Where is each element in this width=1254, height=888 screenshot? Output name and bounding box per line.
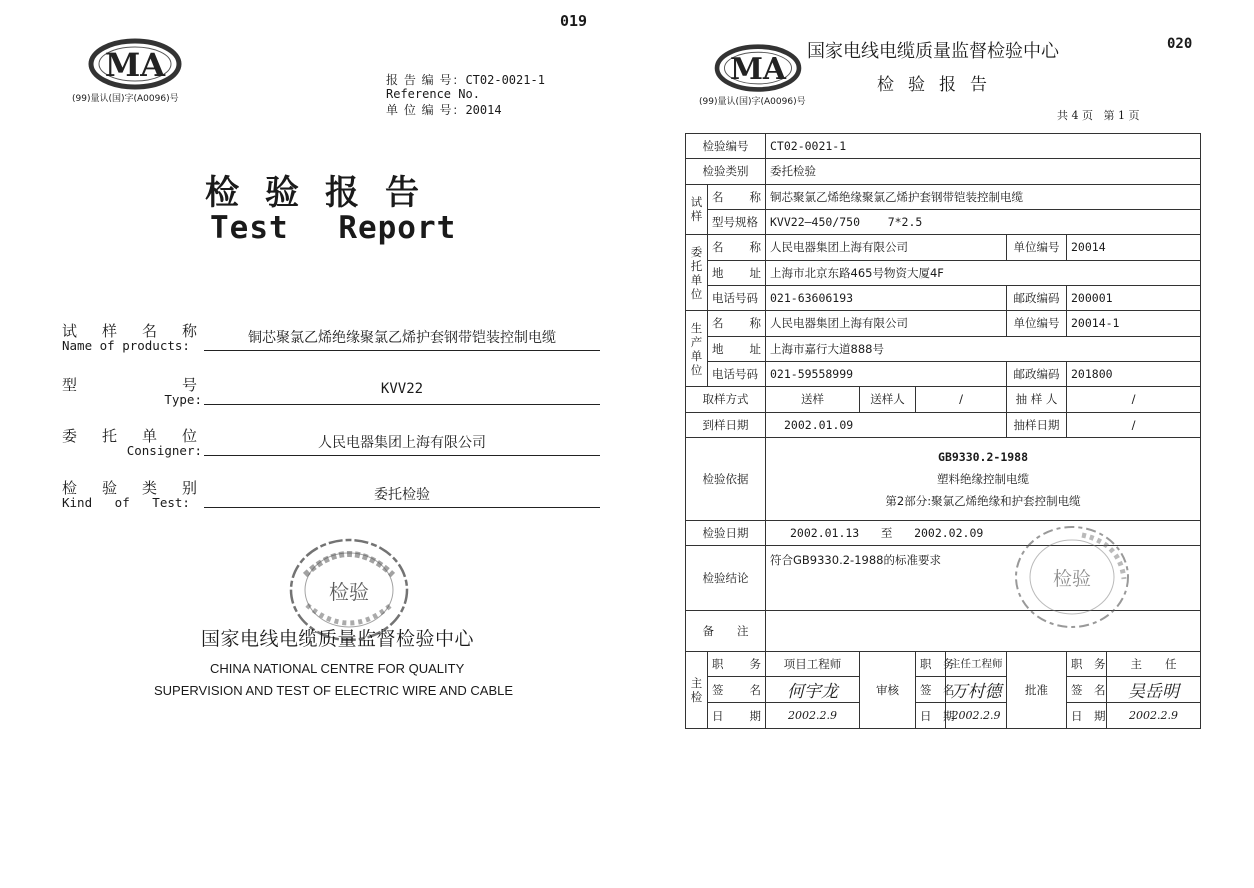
report-table: [685, 133, 1201, 729]
producer-phone-label: 电话号码: [708, 361, 766, 386]
unit-number: [386, 102, 502, 118]
sampling-method-label: 取样方式: [686, 387, 766, 412]
report-number-label: 报 告 编 号：: [386, 73, 466, 87]
test-date-from: 2002.01.13: [790, 526, 860, 541]
reviewer-signature: 万村德: [946, 677, 1007, 703]
test-date-value: [766, 521, 1201, 546]
sampling-date-label: 抽样日期: [1007, 412, 1067, 437]
sender-value: /: [916, 387, 1007, 412]
date-label: 日 期: [708, 703, 766, 729]
sampling-method-value: 送样: [766, 387, 860, 412]
table-row: [686, 285, 1201, 310]
consigner-postcode-label: 邮政编码: [1007, 285, 1067, 310]
unit-number-value: 20014: [465, 103, 502, 117]
checker-date: 2002.2.9: [766, 703, 860, 729]
sampling-date-value: /: [1067, 412, 1201, 437]
field-underline: [204, 507, 600, 508]
post-label: 职 务: [916, 651, 946, 676]
field-type: [62, 374, 600, 414]
field-label-en: Type:: [164, 392, 202, 407]
test-date-to: 2002.02.09: [914, 526, 984, 541]
table-row: [686, 235, 1201, 260]
table-row: [686, 703, 1201, 729]
post-label: 职 务: [1067, 651, 1107, 676]
table-row: [686, 159, 1201, 184]
sample-name-label: 名 称: [708, 184, 766, 209]
field-consigner: [62, 425, 600, 465]
basis-title: 塑料绝缘控制电缆: [937, 471, 1030, 486]
center-name-en-line1: CHINA NATIONAL CENTRE FOR QUALITY: [210, 661, 465, 676]
page-number: 019: [560, 12, 588, 30]
table-row: [686, 387, 1201, 412]
cma-emblem-icon: [710, 42, 806, 96]
producer-unit-no-label: 单位编号: [1007, 311, 1067, 336]
consigner-address-value: 上海市北京东路465号物资大厦4F: [766, 260, 1201, 285]
consigner-postcode-value: 200001: [1067, 285, 1201, 310]
check-label: 主检: [686, 651, 708, 728]
basis-part: 第2部分:聚氯乙烯绝缘和护套控制电缆: [885, 493, 1081, 508]
conclusion-value: 符合GB9330.2-1988的标准要求: [766, 546, 1201, 611]
test-date-to-label: 至: [880, 526, 893, 541]
producer-address-value: 上海市嘉行大道888号: [766, 336, 1201, 361]
producer-name-label: 名 称: [708, 311, 766, 336]
producer-postcode-label: 邮政编码: [1007, 361, 1067, 386]
consigner-phone-value: 021-63606193: [766, 285, 1007, 310]
table-row: [686, 611, 1201, 652]
consigner-unit-no-label: 单位编号: [1007, 235, 1067, 260]
post-label: 职 务: [708, 651, 766, 676]
field-label-en: Kind of Test:: [62, 495, 190, 510]
sign-label: 签 名: [916, 677, 946, 703]
table-row: [686, 260, 1201, 285]
document-title: 检验报告: [877, 75, 1001, 95]
field-underline: [204, 404, 600, 405]
cma-logo: [85, 36, 185, 94]
consigner-name-label: 名 称: [708, 235, 766, 260]
field-value: 人民电器集团上海有限公司: [318, 435, 486, 451]
test-date-label: 检验日期: [686, 521, 766, 546]
producer-unit-no-value: 20014-1: [1067, 311, 1201, 336]
producer-postcode-value: 201800: [1067, 361, 1201, 386]
field-value: KVV22: [380, 381, 424, 397]
field-label-zh: 委 托 单 位: [62, 427, 197, 445]
date-label: 日 期: [916, 703, 946, 729]
sample-model-label: 型号规格: [708, 209, 766, 234]
table-row: [686, 134, 1201, 159]
page-number: 020: [1167, 36, 1193, 52]
table-row: [686, 209, 1201, 234]
field-value: 铜芯聚氯乙烯绝缘聚氯乙烯护套钢带铠装控制电缆: [248, 330, 556, 346]
checker-signature: 何宇龙: [766, 677, 860, 703]
reference-label: Reference No.: [386, 87, 480, 101]
center-name-zh: 国家电线电缆质量监督检验中心: [201, 628, 475, 650]
test-type-value: 委托检验: [766, 159, 1201, 184]
report-title-en: Test Report: [210, 210, 457, 246]
reviewer-post: 主任工程师: [946, 651, 1007, 676]
test-type-label: 检验类别: [686, 159, 766, 184]
table-row: [686, 521, 1201, 546]
test-no-label: 检验编号: [686, 134, 766, 159]
table-row: [686, 651, 1201, 676]
svg-text:MA: MA: [729, 52, 787, 88]
cma-certificate-number: (99)量认(国)字(A0096)号: [699, 97, 806, 107]
sign-label: 签 名: [1067, 677, 1107, 703]
producer-group-label: 生产单位: [686, 311, 708, 387]
producer-address-label: 地 址: [708, 336, 766, 361]
report-title-zh: 检验报告: [205, 173, 445, 213]
sample-name-value: 铜芯聚氯乙烯绝缘聚氯乙烯护套钢带铠装控制电缆: [766, 184, 1201, 209]
approve-label: 批准: [1007, 651, 1067, 728]
sample-group-label: 试样: [686, 184, 708, 235]
page-count: 共 4 页 第 1 页: [1057, 109, 1140, 122]
field-label-zh: 试 样 名 称: [62, 322, 197, 340]
sample-model-value: KVV22—450/750 7*2.5: [766, 209, 1201, 234]
approver-signature: 吴岳明: [1107, 677, 1201, 703]
basis-label: 检验依据: [686, 437, 766, 520]
review-label: 审核: [860, 651, 916, 728]
consigner-unit-no-value: 20014: [1067, 235, 1201, 260]
remarks-label: 备 注: [686, 611, 766, 652]
arrival-date-value: 2002.01.09: [766, 412, 1007, 437]
consigner-group-label: 委托单位: [686, 235, 708, 311]
remarks-value: [766, 611, 1201, 652]
sampler-value: /: [1067, 387, 1201, 412]
test-no-value: CT02-0021-1: [766, 134, 1201, 159]
svg-text:MA: MA: [104, 46, 166, 84]
basis-standard: GB9330.2-1988: [938, 449, 1029, 464]
approver-post: 主 任: [1107, 651, 1201, 676]
cma-emblem-icon: [85, 36, 185, 94]
basis-value: [766, 437, 1201, 520]
sender-label: 送样人: [860, 387, 916, 412]
producer-phone-value: 021-59558999: [766, 361, 1007, 386]
reviewer-date: 2002.2.9: [946, 703, 1007, 729]
table-row: [686, 546, 1201, 611]
cma-logo: [710, 42, 806, 96]
table-row: [686, 361, 1201, 386]
unit-number-label: 单 位 编 号：: [386, 103, 466, 117]
table-row: [686, 412, 1201, 437]
field-label-zh: 检 验 类 别: [62, 479, 197, 497]
svg-text:检验: 检验: [1052, 568, 1092, 590]
report-number-value: CT02-0021-1: [465, 73, 545, 87]
field-underline: [204, 455, 600, 456]
field-label-en: Consigner:: [126, 443, 202, 458]
table-row: [686, 184, 1201, 209]
consigner-phone-label: 电话号码: [708, 285, 766, 310]
consigner-address-label: 地 址: [708, 260, 766, 285]
field-underline: [204, 350, 600, 351]
svg-text:检验: 检验: [329, 580, 369, 604]
table-row: [686, 336, 1201, 361]
cma-certificate-number: (99)量认(国)字(A0096)号: [72, 94, 179, 104]
report-page: [627, 0, 1254, 888]
sign-label: 签 名: [708, 677, 766, 703]
field-value: 委托检验: [374, 487, 430, 503]
table-row: [686, 311, 1201, 336]
center-name-en-line2: SUPERVISION AND TEST OF ELECTRIC WIRE AND CABLE: [154, 683, 514, 698]
approver-date: 2002.2.9: [1107, 703, 1201, 729]
arrival-date-label: 到样日期: [686, 412, 766, 437]
field-label-en: Name of products:: [62, 338, 190, 353]
checker-post: 项目工程师: [766, 651, 860, 676]
consigner-name-value: 人民电器集团上海有限公司: [766, 235, 1007, 260]
table-row: [686, 437, 1201, 520]
conclusion-label: 检验结论: [686, 546, 766, 611]
producer-name-value: 人民电器集团上海有限公司: [766, 311, 1007, 336]
organization-name: 国家电线电缆质量监督检验中心: [807, 41, 1059, 62]
sampler-label: 抽 样 人: [1007, 387, 1067, 412]
field-kind-of-test: [62, 477, 600, 517]
table-row: [686, 677, 1201, 703]
field-product-name: [62, 320, 600, 360]
date-label: 日 期: [1067, 703, 1107, 729]
field-label-zh: 型 号: [62, 376, 197, 394]
